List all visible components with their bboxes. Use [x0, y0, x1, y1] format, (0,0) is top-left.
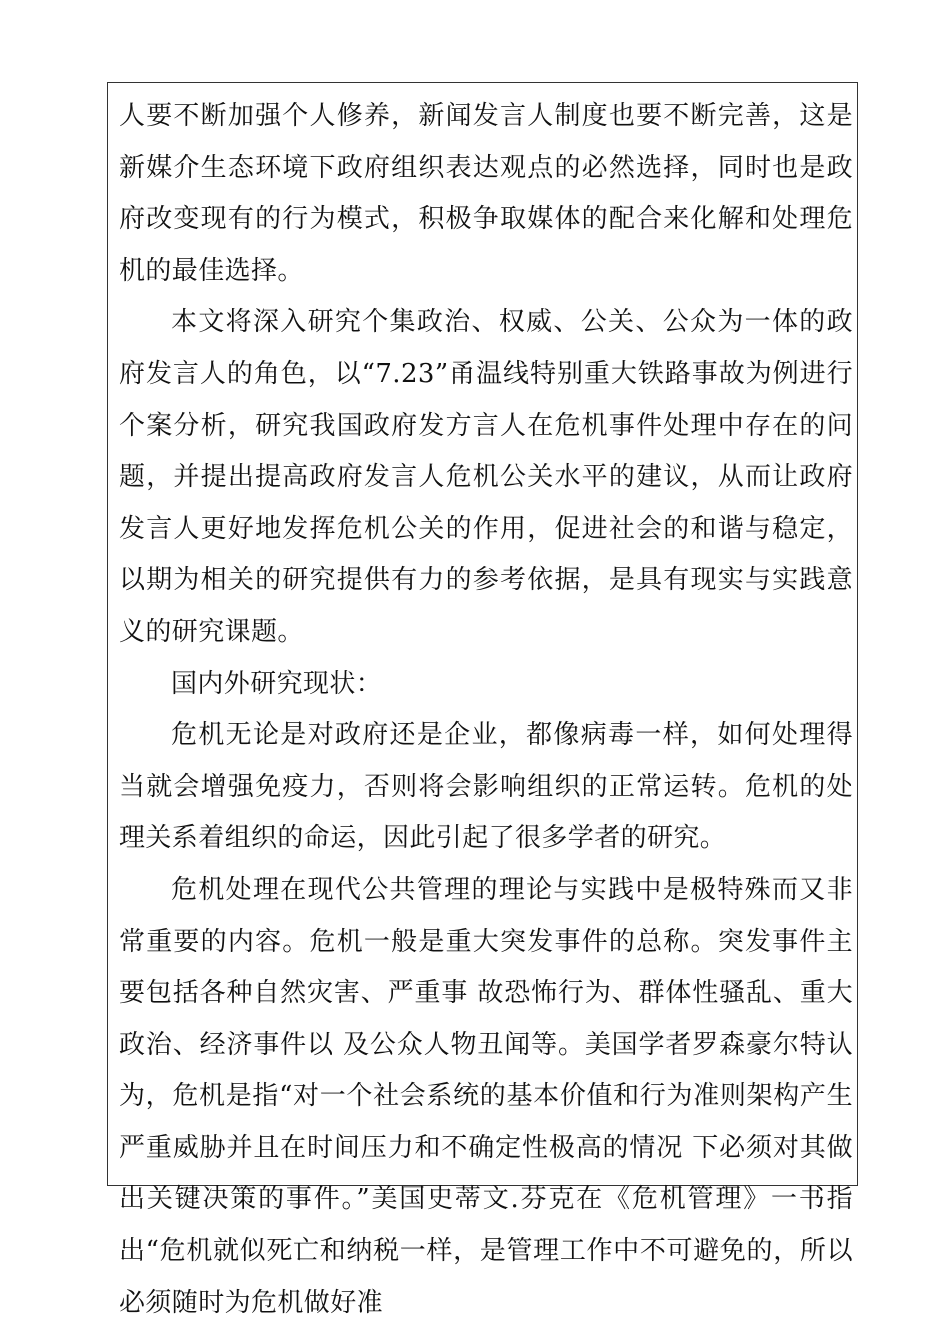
section-heading: 国内外研究现状：	[171, 668, 383, 699]
paragraph: 本文将深入研究个集政治、权威、公关、公众为一体的政府发言人的角色，以“7.23”甬温线特别重大铁路事故为例进行个案分析，研究我国政府发方言人在危机事件处理中存在的问题，并提出提高政府发言人危机公关水平的建议，从而让政府发言人更好地发挥危机公关的作用，促进社会的和谐与稳定，以期为相关的研究提供有力的参考依据，是具有现实与实践意义的研究课题。	[119, 307, 853, 647]
paragraph: 危机无论是对政府还是企业，都像病毒一样，如何处理得当就会增强免疫力，否则将会影响组织的正常运转。危机的处理关系着组织的命运，因此引起了很多学者的研究。	[119, 720, 853, 854]
paragraph: 人要不断加强个人修养，新闻发言人制度也要不断完善，这是新媒介生态环境下政府组织表达观点的必然选择，同时也是政府改变现有的行为模式，积极争取媒体的配合来化解和处理危机的最佳选择。	[119, 101, 853, 286]
document-body	[119, 91, 853, 1329]
page-frame	[107, 82, 858, 1318]
paragraph: 危机处理在现代公共管理的理论与实践中是极特殊而又非常重要的内容。危机一般是重大突发事件的总称。突发事件主要包括各种自然灾害、严重事 故恐怖行为、群体性骚乱、重大政治、经济事件以 及公众人物丑闻等。美国学者罗森豪尔特认为，危机是指“对一个社会系统的基本价值和行为准则架构产生严重威胁并且在时间压力和不确定性极高的情况 下必须对其做出关键决策的事件。”美国史蒂文.芬克在《危机管理》一书指出“危机就似死亡和纳税一样，是管理工作中不可避免的，所以必须随时为危机做好准	[119, 874, 853, 1318]
